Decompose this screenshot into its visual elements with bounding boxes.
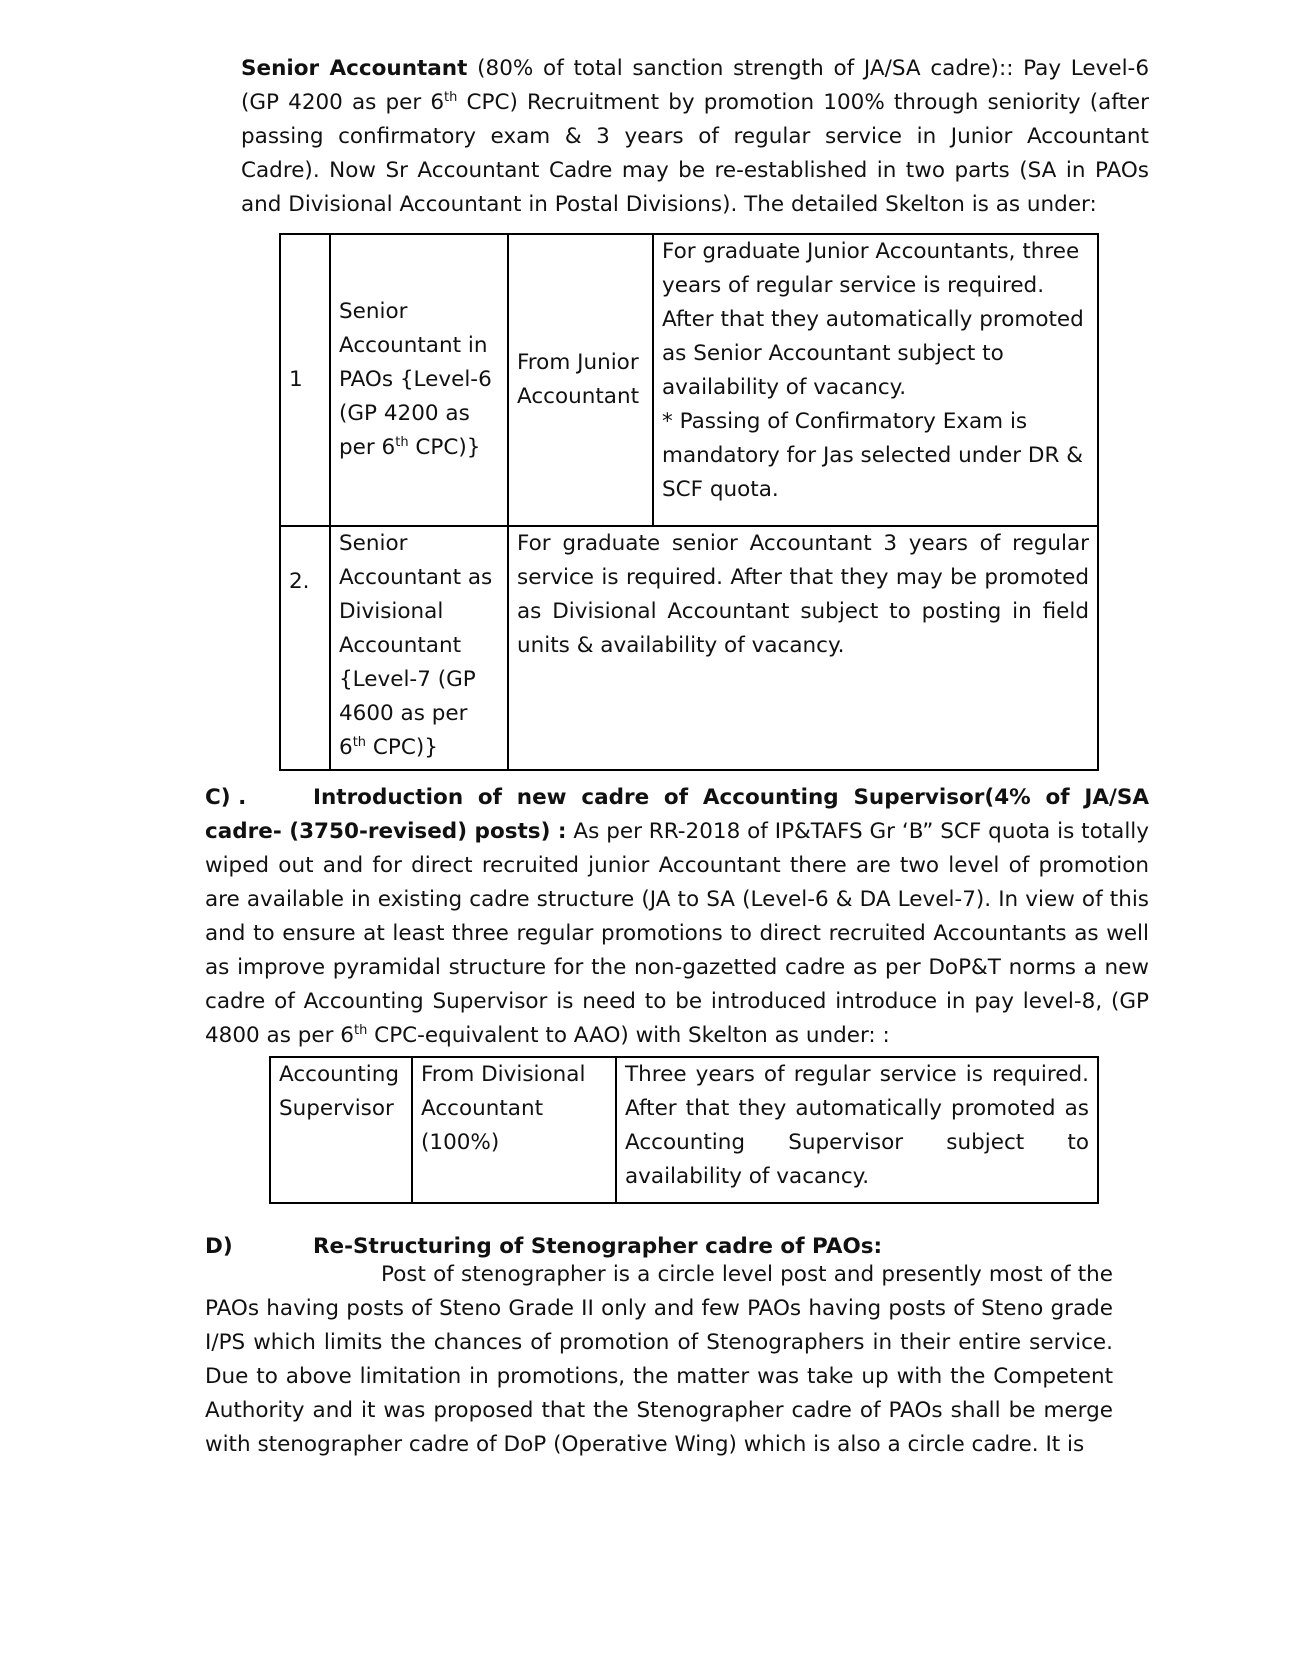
section-d-label: D) [205, 1234, 233, 1259]
post-cell [330, 234, 508, 526]
promotion-from-cell: From Junior Accountant [508, 234, 653, 526]
table-row [270, 1057, 1098, 1203]
section-d-title: Re-Structuring of Stenographer cadre of PAOs: [313, 1234, 883, 1259]
senior-accountant-paragraph [241, 52, 1149, 222]
post-cell [330, 526, 508, 770]
post-text: Senior Accountant in PAOs {Level-6 (GP 4200 as per 6 [339, 299, 492, 460]
paragraph-text: CPC-equivalent to AAO) with Skelton as under: : [367, 1023, 890, 1048]
post-text: Senior Accountant as Divisional Accountant {Level-7 (GP 4600 as per 6 [339, 531, 493, 760]
remarks-cell: Three years of regular service is required. After that they automatically promoted as Accounting Supervisor subject to availability of vacancy. [616, 1057, 1098, 1203]
row-number: 1 [280, 234, 330, 526]
superscript: th [352, 734, 367, 750]
section-c-title: Introduction of new cadre of Accounting Supervisor(4% of JA/SA cadre- (3750-revised) posts) : [205, 785, 1149, 844]
row-number: 2. [280, 526, 330, 770]
table-row [280, 526, 1098, 770]
superscript: th [444, 89, 458, 105]
post-text: CPC)} [408, 435, 481, 460]
promotion-from-cell: From Divisional Accountant (100%) [412, 1057, 616, 1203]
superscript: th [395, 434, 409, 450]
superscript: th [354, 1022, 368, 1038]
section-d-paragraph: Post of stenographer is a circle level post and presently most of the PAOs having posts of Steno Grade II only and few PAOs having posts of Steno grade I/PS which limits the chances of promotion of Stenographers in their entire service. Due to above limitation in promotions, the matter was take up with the Competent Authority and it was proposed that the Stenographer cadre of PAOs shall be merge with stenographer cadre of DoP (Operative Wing) which is also a circle cadre. It is [205, 1262, 1113, 1457]
remarks-note: * Passing of Confirmatory Exam is mandatory for Jas selected under DR & SCF quota. [662, 409, 1083, 502]
remarks-text: For graduate Junior Accountants, three years of regular service is required. After that they automatically promoted as Senior Accountant subject to availability of vacancy. [662, 239, 1084, 400]
accounting-supervisor-skeleton-table [269, 1056, 1099, 1204]
paragraph-text: CPC) Recruitment by promotion 100% through seniority (after passing confirmatory exam & 3 years of regular service in Junior Accountant Cadre). Now Sr Accountant Cadre may be re-established in two parts (SA in PAOs and Divisional Accountant in Postal Divisions). The detailed Skelton is as under: [241, 90, 1149, 217]
remarks-cell [653, 234, 1098, 526]
paragraph-text: As per RR-2018 of IP&TAFS Gr ‘B” SCF quota is totally wiped out and for direct recruited junior Accountant there are two level of promotion are available in existing cadre structure (JA to SA (Level-6 & DA Level-7). In view of this and to ensure at least three regular promotions to direct recruited Accountants as well as improve pyramidal structure for the non-gazetted cadre as per DoP&T norms a new cadre of Accounting Supervisor is need to be introduced introduce in pay level-8, (GP 4800 as per 6 [205, 819, 1149, 1048]
paragraph-text: (80% of total sanction strength of JA/SA cadre):: Pay Level-6 (GP 4200 as per 6 [241, 56, 1149, 115]
post-text: CPC)} [366, 735, 438, 760]
post-cell: Accounting Supervisor [270, 1057, 412, 1203]
table-row [280, 234, 1098, 526]
section-c-label: C) . [205, 785, 247, 810]
remarks-cell: For graduate senior Accountant 3 years of regular service is required. After that they may be promoted as Divisional Accountant subject to posting in field units & availability of vacancy. [508, 526, 1098, 770]
senior-accountant-lead: Senior Accountant [241, 56, 468, 81]
senior-accountant-skeleton-table [279, 233, 1099, 771]
section-c-paragraph [205, 781, 1149, 1053]
